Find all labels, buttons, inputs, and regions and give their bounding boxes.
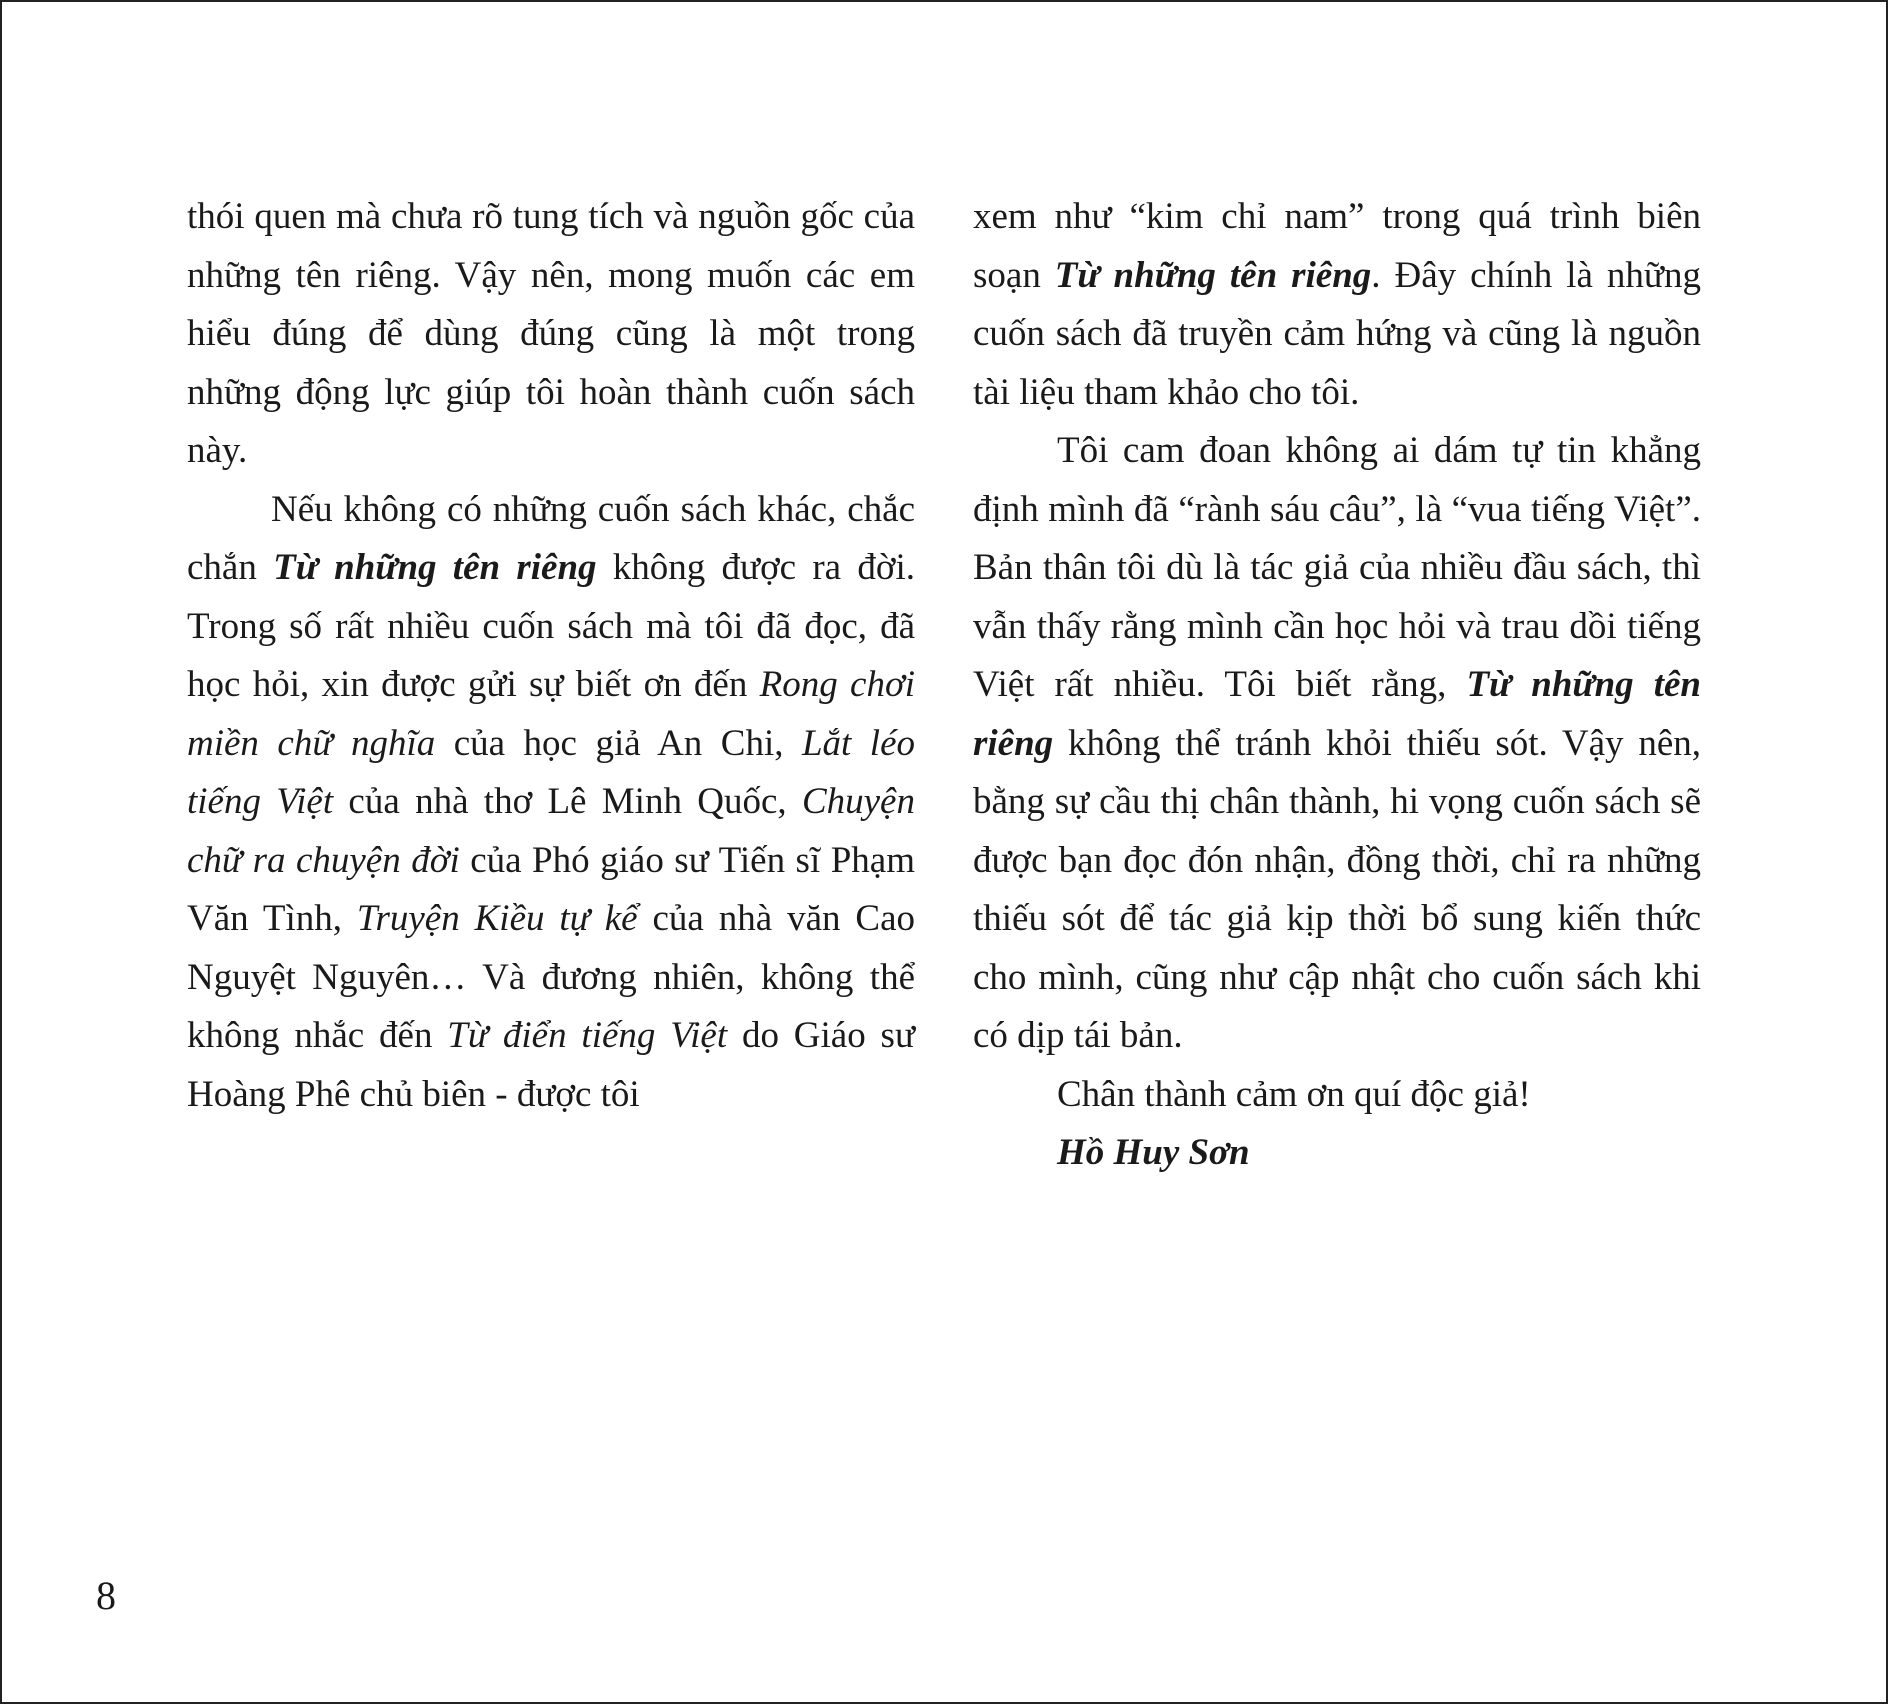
author-signature: Hồ Huy Sơn [1057, 1132, 1250, 1173]
right-paragraph-1 [973, 188, 1701, 422]
text-run: của nhà thơ Lê Minh Quốc, [333, 781, 802, 822]
right-paragraph-2 [973, 422, 1701, 1066]
text-run: xem như “kim chỉ nam” trong quá trình biên soạn [973, 196, 1701, 296]
book-title-bold: Từ những tên riêng [273, 547, 597, 588]
text-run: do Giáo sư Hoàng Phê chủ biên - được tôi [187, 1015, 916, 1115]
book-title-bold: Từ những tên riêng [1054, 254, 1372, 296]
text-run: của học giả An Chi, [435, 722, 802, 764]
text-run: của nhà văn Cao Nguyệt Nguyên… Và đương nhiên, không thể không nhắc đến [187, 898, 916, 1056]
book-title-italic: Truyện Kiều tự kể [356, 898, 638, 939]
book-title-bold: Từ những tên riêng [973, 664, 1701, 764]
text-run: Tôi cam đoan không ai dám tự tin khẳng định mình đã “rành sáu câu”, là “vua tiếng Việt”. Bản thân tôi dù là tác giả của nhiều đầu sách, thì vẫn thấy rằng mình cần học hỏi và trau dồi tiếng Việt rất nhiều. Tôi biết rằng, [973, 430, 1701, 705]
text-run: Nếu không có những cuốn sách khác, chắc chắn [187, 488, 915, 588]
left-paragraph-1: thói quen mà chưa rõ tung tích và nguồn gốc của những tên riêng. Vậy nên, mong muốn các em hiểu đúng để dùng đúng cũng là một trong những động lực giúp tôi hoàn thành cuốn sách này. [187, 196, 915, 471]
right-column [973, 188, 1701, 1183]
text-run: không được ra đời. Trong số rất nhiều cuốn sách mà tôi đã đọc, đã học hỏi, xin được gửi sự biết ơn đến [187, 547, 915, 705]
text-run: của Phó giáo sư Tiến sĩ Phạm Văn Tình, [187, 839, 915, 939]
closing-line: Chân thành cảm ơn quí độc giả! [1057, 1073, 1531, 1115]
book-title-italic: Lắt léo tiếng Việt [187, 722, 916, 822]
book-title-italic: Chuyện chữ ra chuyện đời [187, 781, 915, 881]
text-run: không thể tránh khỏi thiếu sót. Vậy nên, bằng sự cầu thị chân thành, hi vọng cuốn sách sẽ được bạn đọc đón nhận, đồng thời, chỉ ra những thiếu sót để tác giả kịp thời bổ sung kiến thức cho mình, cũng như cập nhật cho cuốn sách khi có dịp tái bản. [973, 722, 1701, 1056]
page-number: 8 [96, 1573, 116, 1618]
left-paragraph-2 [187, 481, 915, 1125]
book-title-italic: Rong chơi miền chữ nghĩa [187, 664, 915, 764]
book-title-italic: Từ điển tiếng Việt [447, 1015, 728, 1056]
left-column [187, 188, 915, 1124]
text-run: . Đây chính là những cuốn sách đã truyền cảm hứng và cũng là nguồn tài liệu tham khảo cho tôi. [973, 254, 1701, 413]
